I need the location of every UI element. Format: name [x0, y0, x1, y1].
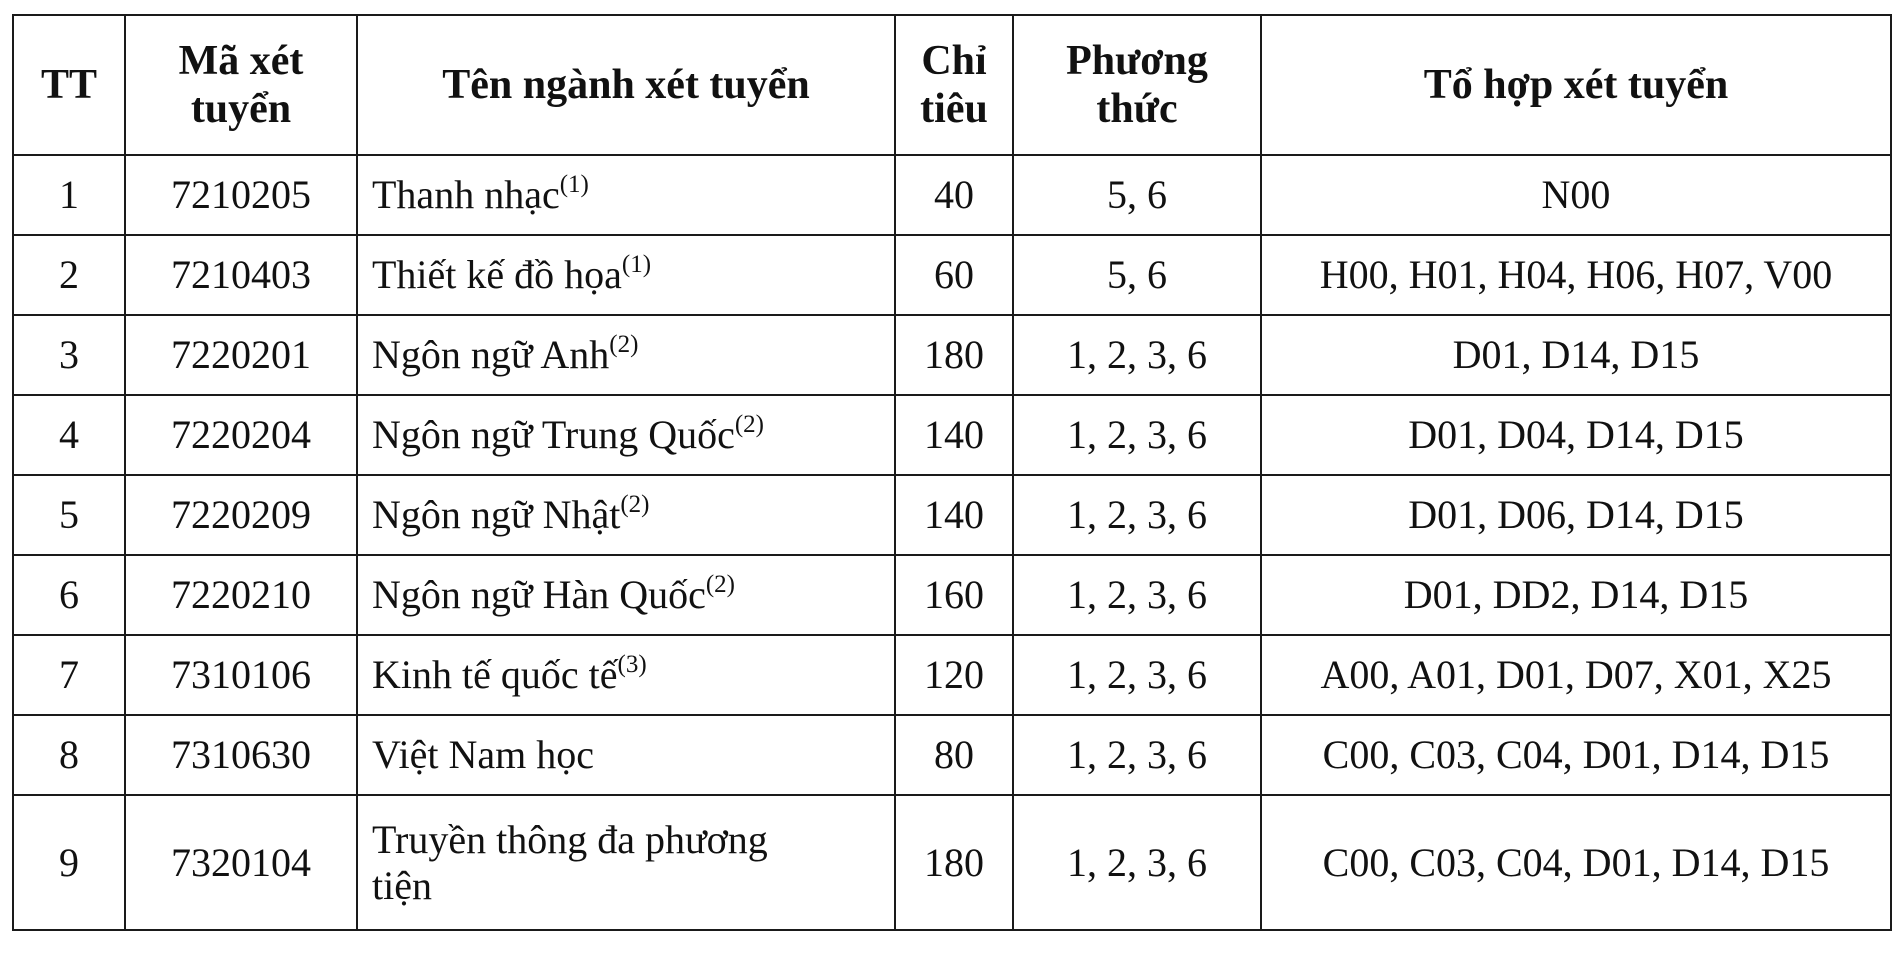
- cell-code: 7310630: [125, 715, 357, 795]
- header-name: Tên ngành xét tuyển: [357, 15, 895, 155]
- cell-method: 1, 2, 3, 6: [1013, 715, 1261, 795]
- footnote-marker: (2): [609, 331, 639, 358]
- major-name: Kinh tế quốc tế: [372, 652, 618, 697]
- cell-name: [357, 555, 895, 635]
- cell-quota: 140: [895, 475, 1013, 555]
- cell-code: 7210403: [125, 235, 357, 315]
- table-row: [13, 555, 1891, 635]
- header-tt: TT: [13, 15, 125, 155]
- footnote-marker: (1): [621, 251, 652, 278]
- cell-code: 7210205: [125, 155, 357, 235]
- major-name: Việt Nam học: [372, 732, 594, 777]
- cell-combo: C00, C03, C04, D01, D14, D15: [1261, 795, 1891, 930]
- cell-name: [357, 715, 895, 795]
- cell-combo: N00: [1261, 155, 1891, 235]
- table-row: [13, 155, 1891, 235]
- major-name: Truyền thông đa phương tiện: [372, 816, 768, 908]
- cell-tt: 5: [13, 475, 125, 555]
- cell-code: 7220201: [125, 315, 357, 395]
- cell-method: 1, 2, 3, 6: [1013, 635, 1261, 715]
- header-code: Mã xét tuyển: [125, 15, 357, 155]
- footnote-marker: (1): [559, 171, 589, 198]
- major-name: Ngôn ngữ Trung Quốc: [372, 412, 735, 457]
- admissions-table-wrapper: [12, 14, 1892, 931]
- cell-combo: D01, DD2, D14, D15: [1261, 555, 1891, 635]
- footnote-marker: (2): [734, 411, 764, 438]
- cell-method: 1, 2, 3, 6: [1013, 395, 1261, 475]
- cell-name: [357, 475, 895, 555]
- cell-name: [357, 155, 895, 235]
- cell-combo: D01, D06, D14, D15: [1261, 475, 1891, 555]
- cell-quota: 160: [895, 555, 1013, 635]
- cell-tt: 1: [13, 155, 125, 235]
- cell-name: [357, 235, 895, 315]
- cell-method: 5, 6: [1013, 155, 1261, 235]
- cell-method: 1, 2, 3, 6: [1013, 555, 1261, 635]
- cell-tt: 8: [13, 715, 125, 795]
- footnote-marker: (2): [620, 491, 650, 518]
- table-row: [13, 795, 1891, 930]
- cell-quota: 80: [895, 715, 1013, 795]
- cell-tt: 9: [13, 795, 125, 930]
- table-row: [13, 235, 1891, 315]
- table-row: [13, 395, 1891, 475]
- cell-quota: 140: [895, 395, 1013, 475]
- cell-quota: 180: [895, 315, 1013, 395]
- major-name: Ngôn ngữ Hàn Quốc: [372, 572, 706, 617]
- table-row: [13, 715, 1891, 795]
- cell-code: 7220210: [125, 555, 357, 635]
- cell-method: 5, 6: [1013, 235, 1261, 315]
- cell-code: 7220209: [125, 475, 357, 555]
- cell-tt: 3: [13, 315, 125, 395]
- cell-name: [357, 635, 895, 715]
- header-method: Phương thức: [1013, 15, 1261, 155]
- cell-quota: 120: [895, 635, 1013, 715]
- cell-name: [357, 315, 895, 395]
- cell-tt: 6: [13, 555, 125, 635]
- cell-tt: 4: [13, 395, 125, 475]
- cell-code: 7220204: [125, 395, 357, 475]
- cell-quota: 40: [895, 155, 1013, 235]
- major-name: Ngôn ngữ Anh: [372, 332, 610, 377]
- cell-combo: A00, A01, D01, D07, X01, X25: [1261, 635, 1891, 715]
- cell-code: 7310106: [125, 635, 357, 715]
- cell-method: 1, 2, 3, 6: [1013, 315, 1261, 395]
- cell-name: [357, 395, 895, 475]
- cell-name: [357, 795, 895, 930]
- major-name: Ngôn ngữ Nhật: [372, 492, 621, 537]
- table-header-row: [13, 15, 1891, 155]
- footnote-marker: (2): [705, 571, 736, 598]
- table-row: [13, 475, 1891, 555]
- cell-combo: D01, D04, D14, D15: [1261, 395, 1891, 475]
- footnote-marker: (3): [617, 651, 647, 678]
- table-body: [13, 155, 1891, 930]
- major-name: Thanh nhạc: [372, 172, 560, 217]
- header-quota: Chỉ tiêu: [895, 15, 1013, 155]
- table-row: [13, 635, 1891, 715]
- table-row: [13, 315, 1891, 395]
- major-name: Thiết kế đồ họa: [372, 252, 622, 297]
- cell-quota: 180: [895, 795, 1013, 930]
- cell-combo: D01, D14, D15: [1261, 315, 1891, 395]
- admissions-table: [12, 14, 1892, 931]
- header-combo: Tổ hợp xét tuyển: [1261, 15, 1891, 155]
- cell-tt: 2: [13, 235, 125, 315]
- cell-method: 1, 2, 3, 6: [1013, 795, 1261, 930]
- cell-tt: 7: [13, 635, 125, 715]
- cell-combo: H00, H01, H04, H06, H07, V00: [1261, 235, 1891, 315]
- cell-method: 1, 2, 3, 6: [1013, 475, 1261, 555]
- cell-quota: 60: [895, 235, 1013, 315]
- cell-code: 7320104: [125, 795, 357, 930]
- cell-combo: C00, C03, C04, D01, D14, D15: [1261, 715, 1891, 795]
